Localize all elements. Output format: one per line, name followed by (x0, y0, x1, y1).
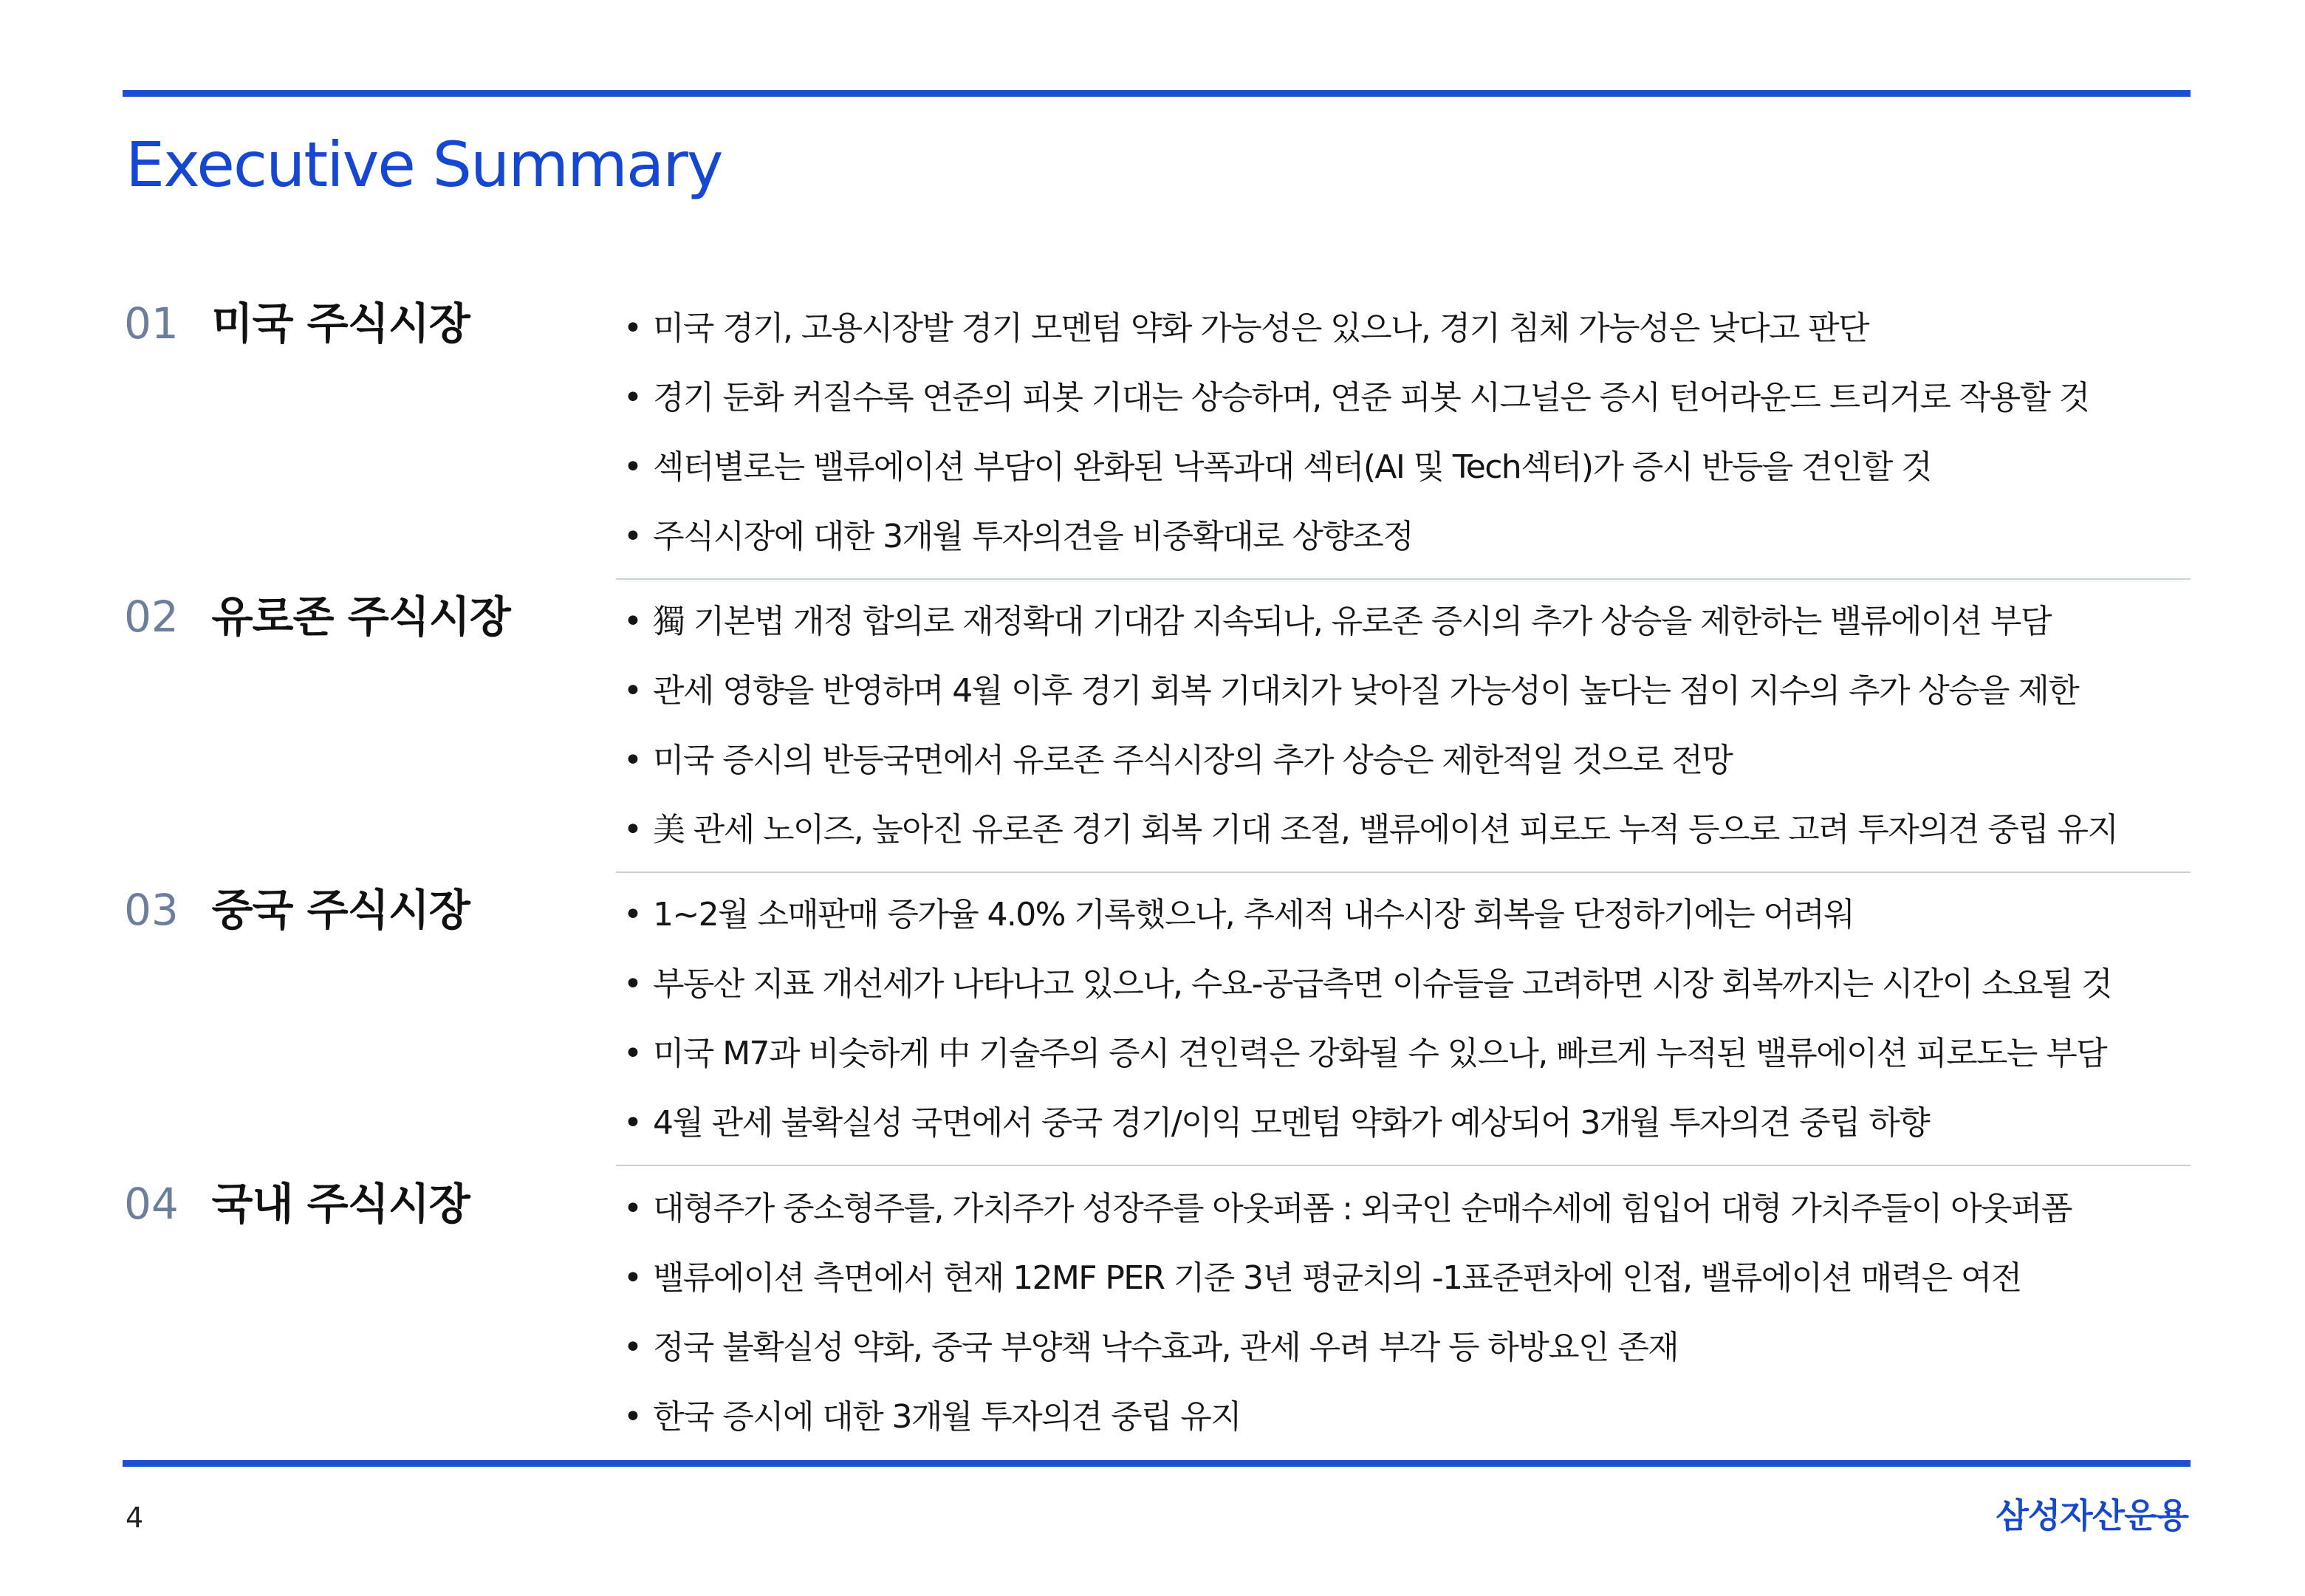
section-heading (124, 1174, 470, 1233)
section-number: 04 (124, 1179, 179, 1229)
bullet-item: • 미국 경기, 고용시장발 경기 모멘텀 약화 가능성은 있으나, 경기 침체 가능성은 낮다고 판단 (623, 294, 2196, 363)
bullet-item: • 대형주가 중소형주를, 가치주가 성장주를 아웃퍼폼 : 외국인 순매수세에 힘입어 대형 가치주들이 아웃퍼폼 (623, 1174, 2196, 1244)
section-heading (124, 587, 510, 646)
section-number: 03 (124, 885, 179, 935)
bullet-list (623, 880, 2196, 1158)
bullet-list (623, 587, 2196, 865)
bullet-item: • 미국 M7과 비슷하게 中 기술주의 증시 견인력은 강화될 수 있으나, 빠르게 누적된 밸류에이션 피로도는 부담 (623, 1019, 2196, 1089)
bullet-item: • 주식시장에 대한 3개월 투자의견을 비중확대로 상향조정 (623, 502, 2196, 572)
bullet-item: • 경기 둔화 커질수록 연준의 피봇 기대는 상승하며, 연준 피봇 시그널은 증시 턴어라운드 트리거로 작용할 것 (623, 363, 2196, 433)
page-number: 4 (126, 1501, 144, 1534)
section-heading (124, 294, 470, 353)
section-number: 02 (124, 592, 179, 642)
section-divider (616, 871, 2191, 873)
page-title: Executive Summary (126, 129, 722, 201)
section-divider (616, 578, 2191, 580)
section-title: 유로존 주식시장 (211, 592, 510, 642)
bullet-item: • 밸류에이션 측면에서 현재 12MF PER 기준 3년 평균치의 -1표준편차에 인접, 밸류에이션 매력은 여전 (623, 1244, 2196, 1313)
bullet-item: • 정국 불확실성 약화, 중국 부양책 낙수효과, 관세 우려 부각 등 하방요인 존재 (623, 1313, 2196, 1383)
bullet-item: • 獨 기본법 개정 합의로 재정확대 기대감 지속되나, 유로존 증시의 추가 상승을 제한하는 밸류에이션 부담 (623, 587, 2196, 657)
header-rule (123, 90, 2191, 97)
section-heading (124, 880, 470, 939)
bullet-item: • 관세 영향을 반영하며 4월 이후 경기 회복 기대치가 낮아질 가능성이 높다는 점이 지수의 추가 상승을 제한 (623, 657, 2196, 726)
bullet-list (623, 1174, 2196, 1452)
bullet-item: • 섹터별로는 밸류에이션 부담이 완화된 낙폭과대 섹터(AI 및 Tech섹터)가 증시 반등을 견인할 것 (623, 433, 2196, 502)
bullet-item: • 부동산 지표 개선세가 나타나고 있으나, 수요-공급측면 이슈들을 고려하면 시장 회복까지는 시간이 소요될 것 (623, 950, 2196, 1019)
section-number: 01 (124, 298, 179, 349)
bullet-item: • 미국 증시의 반등국면에서 유로존 주식시장의 추가 상승은 제한적일 것으로 전망 (623, 726, 2196, 795)
section-divider (616, 1165, 2191, 1166)
bullet-list (623, 294, 2196, 572)
section-title: 국내 주식시장 (211, 1179, 470, 1229)
footer-rule (123, 1460, 2191, 1467)
bullet-item: • 1~2월 소매판매 증가율 4.0% 기록했으나, 추세적 내수시장 회복을 단정하기에는 어려워 (623, 880, 2196, 950)
bullet-item: • 美 관세 노이즈, 높아진 유로존 경기 회복 기대 조절, 밸류에이션 피로도 누적 등으로 고려 투자의견 중립 유지 (623, 795, 2196, 865)
section-title: 미국 주식시장 (211, 298, 470, 349)
bullet-item: • 한국 증시에 대한 3개월 투자의견 중립 유지 (623, 1383, 2196, 1452)
bullet-item: • 4월 관세 불확실성 국면에서 중국 경기/이익 모멘텀 약화가 예상되어 3개월 투자의견 중립 하향 (623, 1089, 2196, 1158)
brand-logo-text: 삼성자산운용 (1996, 1496, 2188, 1535)
section-title: 중국 주식시장 (211, 885, 470, 935)
